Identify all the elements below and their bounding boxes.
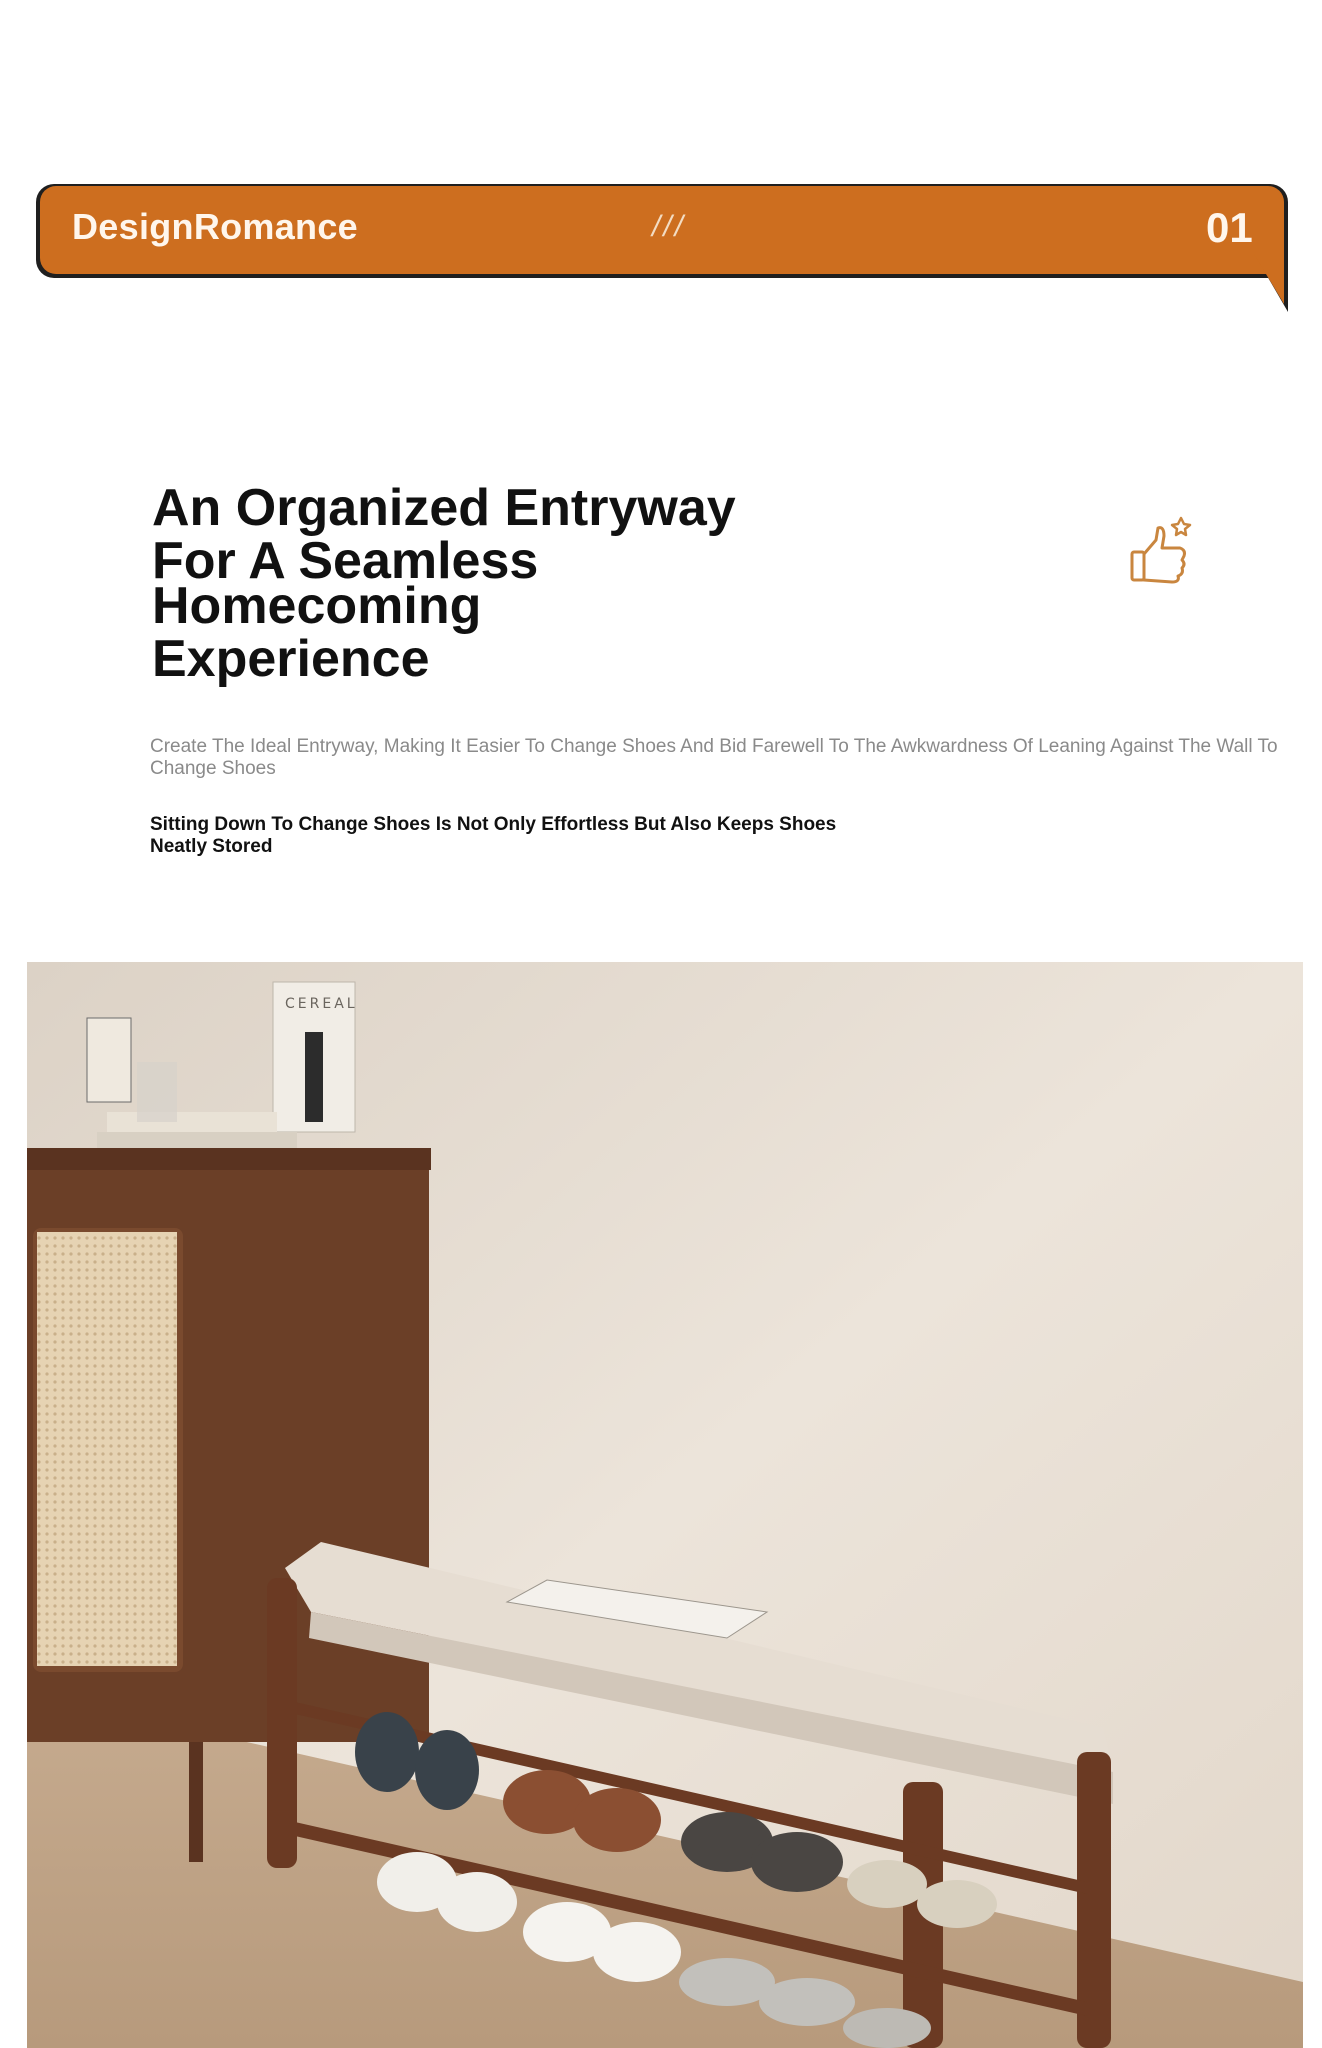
photo-frame [87, 1018, 131, 1102]
product-photo [27, 962, 1303, 2048]
page-title [152, 479, 792, 689]
title-line-2: For A Seamless [152, 532, 539, 591]
subheading-text: Sitting Down To Change Shoes Is Not Only Effortless But Also Keeps Shoes Neatly Stored [150, 814, 837, 857]
title-line-4: Experience [152, 630, 430, 689]
banner-separator: /// [652, 210, 687, 243]
section-number: 01 [1206, 204, 1253, 251]
magazine-title: CEREAL [285, 996, 358, 1012]
bench-leg-left [267, 1578, 297, 1868]
brand-name: DesignRomance [72, 206, 358, 247]
rattan-door [37, 1232, 177, 1666]
banner-tail [1254, 254, 1284, 304]
description-text: Create The Ideal Entryway, Making It Easier To Change Shoes And Bid Farewell To The Awkwardness Of Leaning Against The Wall To Change Shoes [150, 736, 1278, 779]
title-line-1: An Organized Entryway [152, 479, 736, 537]
thumbs-up-star-icon [1128, 514, 1198, 586]
shoe [355, 1712, 419, 1792]
title-line-3: Homecoming [152, 577, 482, 636]
vase [137, 1062, 177, 1122]
books [107, 1112, 277, 1132]
